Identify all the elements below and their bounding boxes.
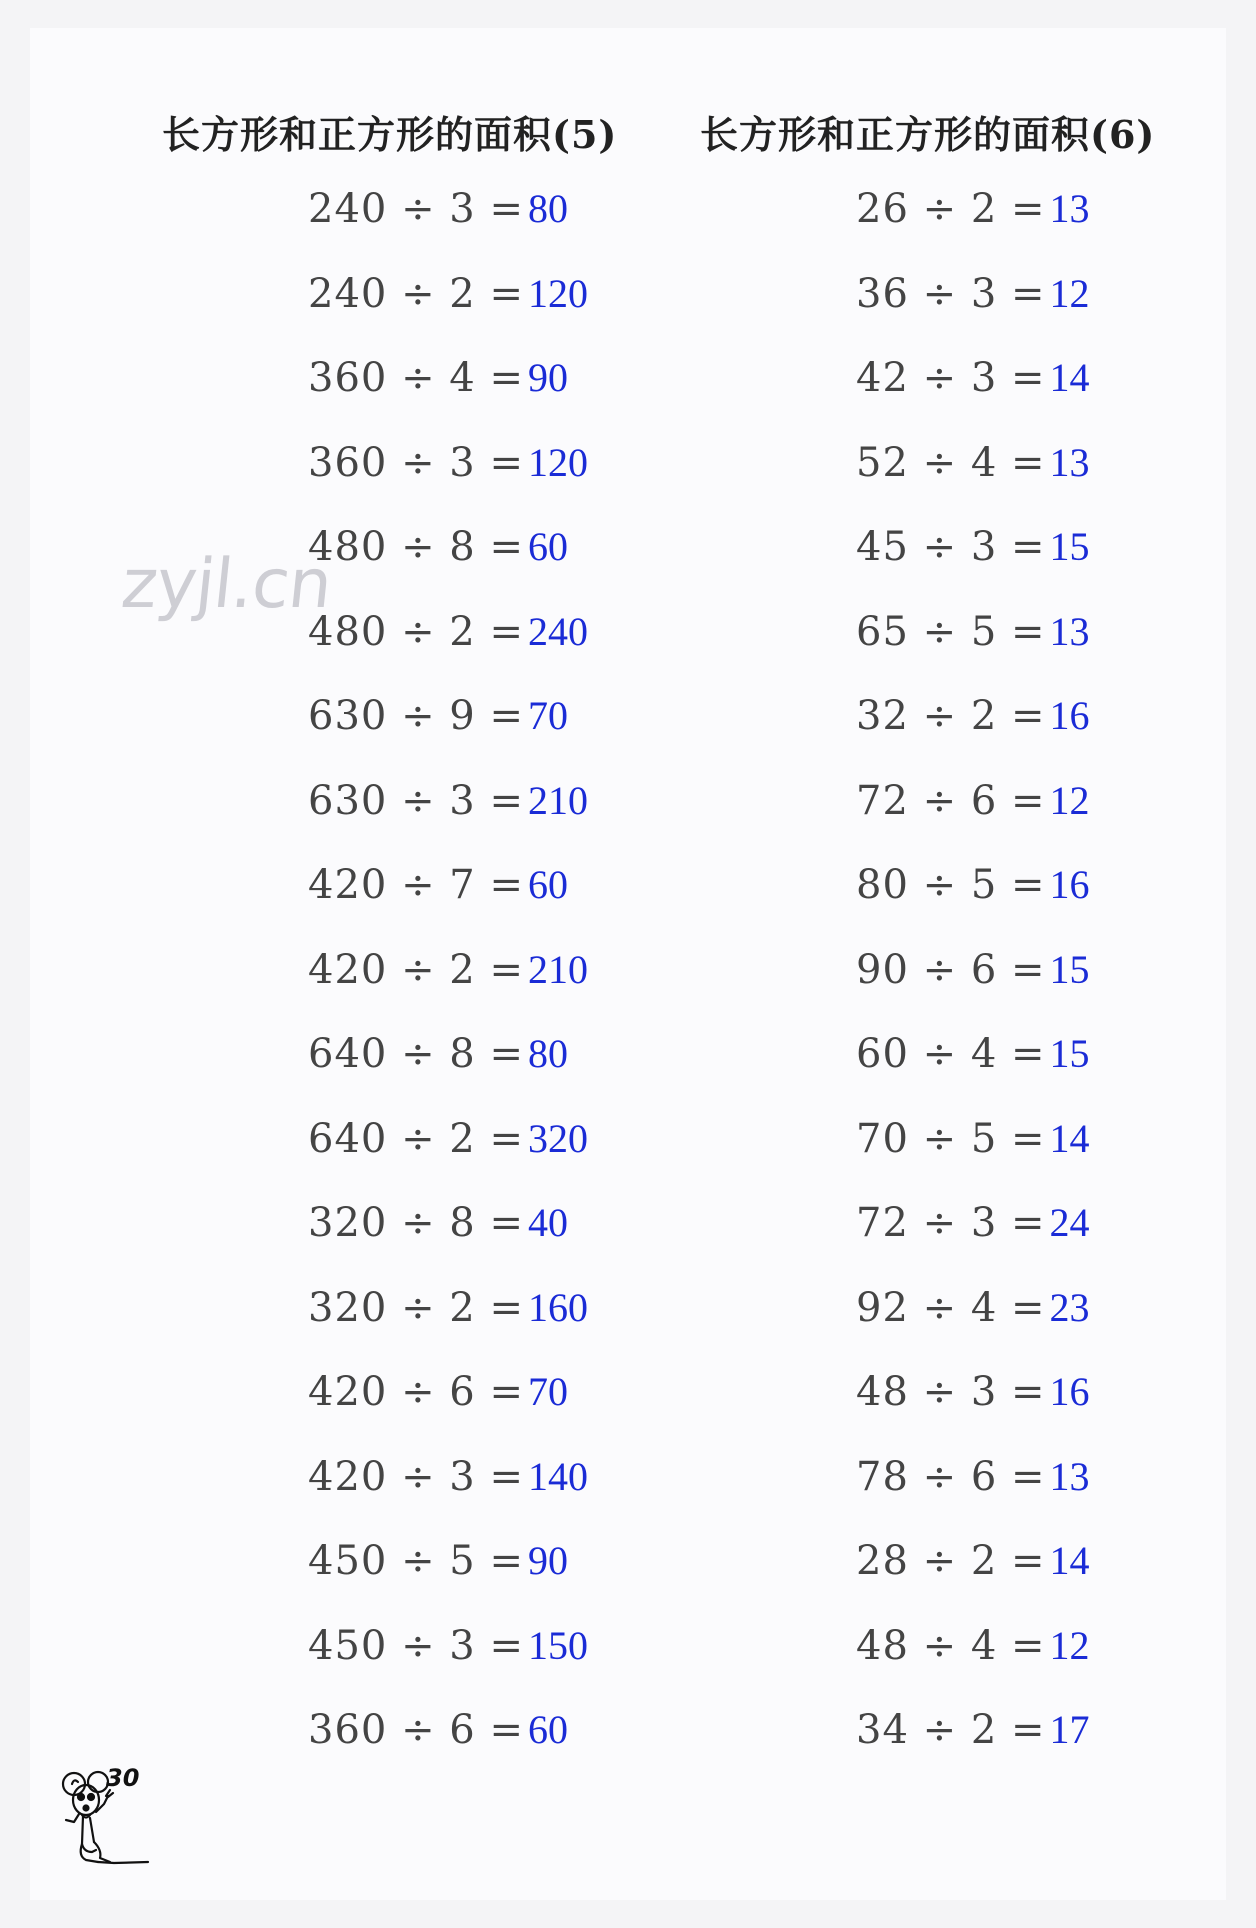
equation-problem: 320 ÷ 8 =: [308, 1200, 524, 1246]
equation-row: [308, 270, 588, 355]
equation-answer: 15: [1049, 524, 1090, 569]
equation-answer: 60: [527, 862, 568, 907]
equation-problem: 92 ÷ 4 =: [856, 1284, 1046, 1331]
equation-row: [856, 946, 1090, 1031]
equation-problem: 78 ÷ 6 =: [856, 1453, 1046, 1500]
equation-problem: 240 ÷ 2 =: [308, 270, 524, 317]
equation-row: [308, 1706, 588, 1791]
equation-problem: 90 ÷ 6 =: [856, 946, 1046, 993]
equation-problem: 45 ÷ 3 =: [856, 524, 1046, 570]
equation-row: [308, 861, 588, 946]
equation-answer: 16: [1049, 693, 1090, 738]
equation-row: [856, 1368, 1090, 1453]
equation-row: [308, 1199, 588, 1284]
equation-answer: 80: [527, 186, 568, 231]
equation-problem: 480 ÷ 2 =: [308, 608, 524, 655]
equation-row: [308, 608, 588, 693]
equation-problem: 360 ÷ 6 =: [308, 1707, 524, 1753]
equation-answer: 15: [1049, 946, 1090, 992]
equation-problem: 36 ÷ 3 =: [856, 270, 1046, 317]
equation-answer: 24: [1049, 1200, 1090, 1245]
equation-row: [856, 1199, 1090, 1284]
equation-problem: 72 ÷ 3 =: [856, 1200, 1046, 1246]
equation-answer: 70: [527, 1369, 568, 1414]
equation-problem: 420 ÷ 6 =: [308, 1369, 524, 1415]
equation-answer: 12: [1049, 777, 1090, 823]
equation-problem: 80 ÷ 5 =: [856, 862, 1046, 908]
equation-answer: 14: [1049, 1115, 1090, 1161]
equation-row: [308, 1368, 588, 1453]
equation-row: [308, 1284, 588, 1369]
equation-answer: 150: [527, 1622, 588, 1668]
equation-row: [856, 1453, 1090, 1538]
equation-row: [308, 1622, 588, 1707]
equation-row: [856, 777, 1090, 862]
equation-row: [856, 1284, 1090, 1369]
equation-row: [308, 523, 588, 608]
equation-answer: 240: [527, 608, 588, 654]
equation-problem: 420 ÷ 7 =: [308, 862, 524, 908]
equation-row: [856, 1115, 1090, 1200]
equation-answer: 16: [1049, 862, 1090, 907]
equation-answer: 12: [1049, 1622, 1090, 1668]
equation-problem: 52 ÷ 4 =: [856, 439, 1046, 486]
section-title-right: 长方形和正方形的面积(6): [700, 112, 1156, 157]
equation-answer: 13: [1049, 1453, 1090, 1499]
equation-problem: 26 ÷ 2 =: [856, 186, 1046, 232]
equation-row: [308, 1537, 588, 1622]
equation-row: [856, 270, 1090, 355]
equation-answer: 12: [1049, 270, 1090, 316]
page-number: 30: [106, 1764, 140, 1792]
equation-problem: 480 ÷ 8 =: [308, 524, 524, 570]
equation-row: [308, 1030, 588, 1115]
equation-answer: 90: [527, 355, 568, 400]
equation-row: [856, 1537, 1090, 1622]
equation-problem: 360 ÷ 4 =: [308, 355, 524, 401]
equation-row: [856, 608, 1090, 693]
equation-problem: 32 ÷ 2 =: [856, 693, 1046, 739]
equation-row: [308, 185, 588, 270]
equation-answer: 17: [1049, 1707, 1090, 1752]
equation-row: [856, 1030, 1090, 1115]
equation-problem: 420 ÷ 3 =: [308, 1453, 524, 1500]
equation-row: [308, 439, 588, 524]
equation-answer: 15: [1049, 1031, 1090, 1076]
equation-answer: 210: [527, 946, 588, 992]
equation-problem: 240 ÷ 3 =: [308, 186, 524, 232]
equation-problem: 320 ÷ 2 =: [308, 1284, 524, 1331]
equation-row: [856, 185, 1090, 270]
equation-answer: 14: [1049, 355, 1090, 400]
equation-answer: 140: [527, 1453, 588, 1499]
right-equation-column: [856, 185, 1090, 1791]
equation-answer: 120: [527, 439, 588, 485]
left-equation-column: [308, 185, 588, 1791]
equation-problem: 34 ÷ 2 =: [856, 1707, 1046, 1753]
equation-row: [308, 1453, 588, 1538]
equation-row: [856, 1622, 1090, 1707]
equation-answer: 80: [527, 1031, 568, 1076]
equation-answer: 320: [527, 1115, 588, 1161]
equation-problem: 630 ÷ 3 =: [308, 777, 524, 824]
equation-answer: 14: [1049, 1538, 1090, 1583]
equation-problem: 420 ÷ 2 =: [308, 946, 524, 993]
equation-problem: 630 ÷ 9 =: [308, 693, 524, 739]
equation-answer: 13: [1049, 439, 1090, 485]
equation-row: [856, 354, 1090, 439]
equation-row: [856, 523, 1090, 608]
equation-problem: 72 ÷ 6 =: [856, 777, 1046, 824]
equation-answer: 160: [527, 1284, 588, 1330]
equation-row: [308, 1115, 588, 1200]
equation-problem: 640 ÷ 8 =: [308, 1031, 524, 1077]
equation-problem: 450 ÷ 3 =: [308, 1622, 524, 1669]
equation-answer: 23: [1049, 1284, 1090, 1330]
equation-problem: 28 ÷ 2 =: [856, 1538, 1046, 1584]
equation-answer: 40: [527, 1200, 568, 1245]
equation-answer: 13: [1049, 186, 1090, 231]
equation-answer: 210: [527, 777, 588, 823]
equation-problem: 48 ÷ 4 =: [856, 1622, 1046, 1669]
equation-answer: 13: [1049, 608, 1090, 654]
equation-answer: 60: [527, 1707, 568, 1752]
equation-row: [856, 439, 1090, 524]
equation-row: [308, 354, 588, 439]
equation-problem: 48 ÷ 3 =: [856, 1369, 1046, 1415]
equation-problem: 65 ÷ 5 =: [856, 608, 1046, 655]
equation-problem: 60 ÷ 4 =: [856, 1031, 1046, 1077]
equation-row: [308, 777, 588, 862]
equation-row: [308, 946, 588, 1031]
equation-problem: 360 ÷ 3 =: [308, 439, 524, 486]
section-title-left: 长方形和正方形的面积(5): [162, 112, 618, 157]
equation-problem: 70 ÷ 5 =: [856, 1115, 1046, 1162]
watermark: zyjl.cn: [117, 545, 335, 624]
equation-problem: 450 ÷ 5 =: [308, 1538, 524, 1584]
equation-answer: 90: [527, 1538, 568, 1583]
equation-row: [308, 692, 588, 777]
equation-row: [856, 692, 1090, 777]
equation-problem: 42 ÷ 3 =: [856, 355, 1046, 401]
equation-answer: 60: [527, 524, 568, 569]
equation-answer: 70: [527, 693, 568, 738]
equation-problem: 640 ÷ 2 =: [308, 1115, 524, 1162]
equation-answer: 120: [527, 270, 588, 316]
equation-row: [856, 1706, 1090, 1791]
equation-row: [856, 861, 1090, 946]
equation-answer: 16: [1049, 1369, 1090, 1414]
